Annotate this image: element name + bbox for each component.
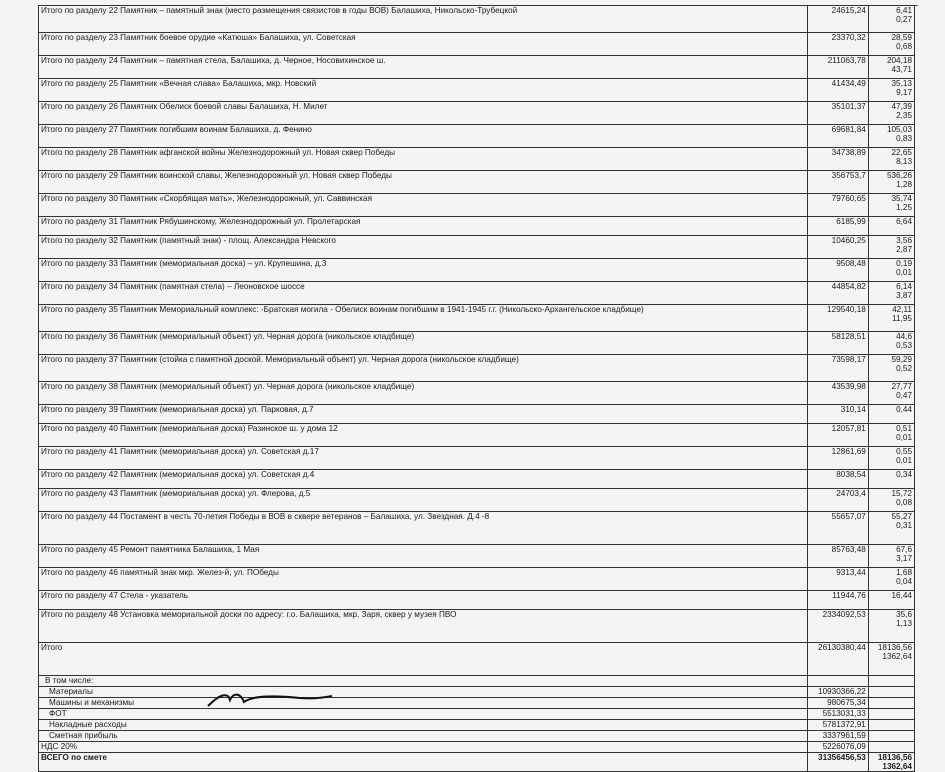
grand-total-label: ВСЕГО по смете bbox=[39, 753, 808, 772]
row-sum: 9508,48 bbox=[807, 259, 868, 282]
row-index-1: 35,74 bbox=[891, 194, 912, 203]
row-index bbox=[868, 568, 914, 591]
row-index bbox=[868, 643, 914, 676]
breakdown-sum: 3337961,59 bbox=[807, 731, 868, 742]
row-index bbox=[868, 382, 914, 405]
row-sum: 85763,48 bbox=[807, 545, 868, 568]
table-row bbox=[39, 305, 915, 332]
row-label: Итого по разделу 36 Памятник (мемориальный объект) ул. Черная дорога (никольское кладбище) bbox=[39, 332, 808, 355]
row-index-2: 1,28 bbox=[896, 180, 912, 189]
row-index-1: 6,64 bbox=[896, 217, 912, 226]
row-label: Итого по разделу 30 Памятник «Скорбящая мать», Железнодорожный, ул. Саввинская bbox=[39, 194, 808, 217]
row-label: Итого по разделу 48 Установка мемориальной доски по адресу: г.о. Балашиха, мкр. Заря, сквер у музея ПВО bbox=[39, 610, 808, 643]
row-label: Итого по разделу 22 Памятник – памятный знак (место размещения связистов в годы ВОВ) Балашиха, Никольско-Трубецкой bbox=[39, 6, 808, 33]
row-index bbox=[868, 305, 914, 332]
table-row bbox=[39, 382, 915, 405]
row-index bbox=[868, 591, 914, 610]
row-index-2: 0,01 bbox=[896, 268, 912, 277]
table-row bbox=[39, 79, 915, 102]
row-sum: 11944,76 bbox=[807, 591, 868, 610]
row-index-1: 536,26 bbox=[886, 171, 912, 180]
row-label: Итого по разделу 42 Памятник (мемориальная доска) ул. Советская д.4 bbox=[39, 470, 808, 489]
grand-total-row bbox=[39, 753, 915, 772]
row-index-1: 15,72 bbox=[891, 489, 912, 498]
breakdown-sum: 5781372,91 bbox=[807, 720, 868, 731]
row-index bbox=[868, 79, 914, 102]
row-index-2: 0,08 bbox=[896, 498, 912, 507]
row-index bbox=[868, 447, 914, 470]
breakdown-row bbox=[39, 720, 915, 731]
breakdown-label: Сметная прибыль bbox=[39, 731, 808, 742]
row-label: Итого по разделу 29 Памятник воинской славы, Железнодорожный ул. Новая сквер Победы bbox=[39, 171, 808, 194]
section-totals bbox=[39, 6, 915, 676]
signature bbox=[200, 690, 340, 707]
row-index-2: 0,01 bbox=[896, 456, 912, 465]
row-index-2: 0,83 bbox=[896, 134, 912, 143]
row-label: Итого по разделу 33 Памятник (мемориальная доска) – ул. Крупешина, д.3 bbox=[39, 259, 808, 282]
row-sum: 41434,49 bbox=[807, 79, 868, 102]
breakdown-header-row bbox=[39, 676, 915, 687]
table-row bbox=[39, 217, 915, 236]
row-index-2: 9,17 bbox=[896, 88, 912, 97]
breakdown-row bbox=[39, 687, 915, 698]
row-sum: 23370,32 bbox=[807, 33, 868, 56]
row-index bbox=[868, 355, 914, 382]
breakdown-label: ФОТ bbox=[39, 709, 808, 720]
row-index bbox=[868, 194, 914, 217]
row-index-1: 35,13 bbox=[891, 79, 912, 88]
table-row bbox=[39, 447, 915, 470]
breakdown-sum: 10930366,22 bbox=[807, 687, 868, 698]
breakdown-sum: 5513031,33 bbox=[807, 709, 868, 720]
breakdown-label: Машины и механизмы bbox=[39, 698, 808, 709]
row-index-1: 16,44 bbox=[891, 591, 912, 600]
row-sum: 69681,84 bbox=[807, 125, 868, 148]
breakdown-section bbox=[39, 676, 915, 687]
total-row bbox=[39, 643, 915, 676]
table-row bbox=[39, 568, 915, 591]
row-index-1: 42,11 bbox=[892, 305, 912, 314]
row-index-2: 0,27 bbox=[896, 15, 912, 24]
row-index-1: 55,27 bbox=[891, 512, 912, 521]
breakdown-header: В том числе: bbox=[39, 676, 808, 687]
row-label: Итого по разделу 47 Стела - указатель bbox=[39, 591, 808, 610]
breakdown-row bbox=[39, 709, 915, 720]
row-index-2: 3,87 bbox=[896, 291, 912, 300]
row-label: Итого по разделу 31 Памятник Рябушинскому, Железнодорожный ул. Пролетарская bbox=[39, 217, 808, 236]
table-row bbox=[39, 489, 915, 512]
row-sum: 44854,82 bbox=[807, 282, 868, 305]
table-row bbox=[39, 125, 915, 148]
row-index bbox=[868, 6, 914, 33]
vat-sum: 5226076,09 bbox=[807, 742, 868, 753]
row-index bbox=[868, 282, 914, 305]
row-index bbox=[868, 610, 914, 643]
row-index-2: 2,87 bbox=[896, 245, 912, 254]
row-label: Итого по разделу 38 Памятник (мемориальный объект) ул. Черная дорога (никольское кладбище) bbox=[39, 382, 808, 405]
grand-total-index-1: 18136,56 bbox=[877, 753, 912, 762]
row-label: Итого bbox=[39, 643, 808, 676]
row-index bbox=[868, 217, 914, 236]
table-row bbox=[39, 355, 915, 382]
row-label: Итого по разделу 27 Памятник погибшим воинам Балашиха, д. Фенино bbox=[39, 125, 808, 148]
row-label: Итого по разделу 23 Памятник боевое орудие «Катюша» Балашиха, ул. Советская bbox=[39, 33, 808, 56]
row-index-2: 0,47 bbox=[896, 391, 912, 400]
row-index-1: 105,03 bbox=[886, 125, 912, 134]
row-index-1: 6,41 bbox=[896, 6, 912, 15]
row-index-1: 59,29 bbox=[891, 355, 912, 364]
row-label: Итого по разделу 37 Памятник (стойка с памятной доской. Мемориальный объект) ул. Черная дорога (никольское кладбище) bbox=[39, 355, 808, 382]
row-index-1: 28,59 bbox=[891, 33, 912, 42]
row-index-1: 47,39 bbox=[891, 102, 912, 111]
row-index bbox=[868, 56, 914, 79]
table-row bbox=[39, 405, 915, 424]
row-index-2: 1,13 bbox=[896, 619, 912, 628]
table-row bbox=[39, 56, 915, 79]
table-row bbox=[39, 545, 915, 568]
row-index bbox=[868, 259, 914, 282]
row-index-2: 0,04 bbox=[896, 577, 912, 586]
row-sum: 35101,37 bbox=[807, 102, 868, 125]
row-sum: 26130380,44 bbox=[807, 643, 868, 676]
breakdown-rows bbox=[39, 687, 915, 742]
row-index-2: 0,53 bbox=[896, 341, 912, 350]
table-row bbox=[39, 102, 915, 125]
row-index-1: 0,55 bbox=[896, 447, 912, 456]
table-row bbox=[39, 282, 915, 305]
row-index-1: 6,14 bbox=[896, 282, 912, 291]
row-index-2 bbox=[871, 479, 912, 488]
row-label: Итого по разделу 34 Памятник (памятная стела) – Леоновское шоссе bbox=[39, 282, 808, 305]
row-index bbox=[868, 489, 914, 512]
row-index-1: 1,68 bbox=[896, 568, 912, 577]
table-row bbox=[39, 148, 915, 171]
row-index bbox=[868, 470, 914, 489]
table-row bbox=[39, 171, 915, 194]
row-index-2 bbox=[871, 226, 912, 235]
row-index bbox=[868, 332, 914, 355]
row-sum: 12861,69 bbox=[807, 447, 868, 470]
breakdown-row bbox=[39, 731, 915, 742]
breakdown-label: Материалы bbox=[39, 687, 808, 698]
row-index-2: 1362,64 bbox=[882, 652, 912, 661]
breakdown-sum: 980675,34 bbox=[807, 698, 868, 709]
row-label: Итого по разделу 46 памятный знак мкр. Желез-й, ул. ПОбеды bbox=[39, 568, 808, 591]
row-label: Итого по разделу 41 Памятник (мемориальная доска) ул. Советская д.17 bbox=[39, 447, 808, 470]
row-label: Итого по разделу 25 Памятник «Вечная слава» Балашиха, мкр. Новский bbox=[39, 79, 808, 102]
row-label: Итого по разделу 26 Памятник Обелиск боевой славы Балашиха, Н. Милет bbox=[39, 102, 808, 125]
row-index-1: 0,44 bbox=[896, 405, 912, 414]
breakdown-label: Накладные расходы bbox=[39, 720, 808, 731]
row-label: Итого по разделу 39 Памятник (мемориальная доска) ул. Парковая, д.7 bbox=[39, 405, 808, 424]
table-row bbox=[39, 424, 915, 447]
row-sum: 43539,98 bbox=[807, 382, 868, 405]
row-index-2: 43,71 bbox=[891, 65, 912, 74]
vat-row bbox=[39, 742, 915, 753]
row-sum: 55657,07 bbox=[807, 512, 868, 545]
row-index bbox=[868, 512, 914, 545]
row-index-1: 35,6 bbox=[896, 610, 912, 619]
table-row bbox=[39, 236, 915, 259]
row-index-1: 0,34 bbox=[896, 470, 912, 479]
table-row bbox=[39, 470, 915, 489]
row-index-2: 11,95 bbox=[892, 314, 912, 323]
row-sum: 9313,44 bbox=[807, 568, 868, 591]
row-sum: 6185,99 bbox=[807, 217, 868, 236]
row-label: Итого по разделу 24 Памятник – памятная стела, Балашиха, д. Черное, Носовихинское ш. bbox=[39, 56, 808, 79]
row-index bbox=[868, 148, 914, 171]
row-index-2 bbox=[871, 414, 912, 423]
estimate-table bbox=[38, 5, 915, 772]
row-sum: 24703,4 bbox=[807, 489, 868, 512]
row-sum: 12057,81 bbox=[807, 424, 868, 447]
table-row bbox=[39, 332, 915, 355]
row-sum: 24615,24 bbox=[807, 6, 868, 33]
row-label: Итого по разделу 28 Памятник афганской войны Железнодорожный ул. Новая сквер Победы bbox=[39, 148, 808, 171]
row-index-1: 3,56 bbox=[896, 236, 912, 245]
row-sum: 73598,17 bbox=[807, 355, 868, 382]
row-index bbox=[868, 33, 914, 56]
row-index-2: 3,17 bbox=[896, 554, 912, 563]
row-label: Итого по разделу 35 Памятник Мемориальный комплекс: -Братская могила - Обелиск воинам погибшим в 1941-1945 г.г. (Никольско-Архангельское кладбище) bbox=[39, 305, 808, 332]
totals-section bbox=[39, 742, 915, 772]
row-index-1: 67,6 bbox=[896, 545, 912, 554]
row-index bbox=[868, 236, 914, 259]
row-index bbox=[868, 545, 914, 568]
table-row bbox=[39, 512, 915, 545]
grand-total-sum: 31356456,53 bbox=[807, 753, 868, 772]
row-label: Итого по разделу 40 Памятник (мемориальная доска) Разинское ш. у дома 12 bbox=[39, 424, 808, 447]
row-sum: 79760,65 bbox=[807, 194, 868, 217]
row-label: Итого по разделу 43 Памятник (мемориальная доска) ул. Флерова, д.5 bbox=[39, 489, 808, 512]
row-index bbox=[868, 405, 914, 424]
row-index-1: 27,77 bbox=[891, 382, 912, 391]
grand-total-index-2: 1362,64 bbox=[882, 762, 912, 771]
row-sum: 129540,18 bbox=[807, 305, 868, 332]
row-label: Итого по разделу 44 Постамент в честь 70-летия Победы в ВОВ в сквере ветеранов – Балашиха, ул. Звездная. Д.4 -8 bbox=[39, 512, 808, 545]
row-index-2: 8,13 bbox=[896, 157, 912, 166]
table-row bbox=[39, 6, 915, 33]
row-sum: 356753,7 bbox=[807, 171, 868, 194]
row-index-2: 0,31 bbox=[896, 521, 912, 530]
table-row bbox=[39, 610, 915, 643]
row-index-2: 0,01 bbox=[896, 433, 912, 442]
row-index-2: 0,52 bbox=[896, 364, 912, 373]
row-sum: 10460,25 bbox=[807, 236, 868, 259]
row-label: Итого по разделу 32 Памятник (памятный знак) - площ. Александра Невского bbox=[39, 236, 808, 259]
table-row bbox=[39, 194, 915, 217]
row-sum: 58128,51 bbox=[807, 332, 868, 355]
vat-label: НДС 20% bbox=[39, 742, 808, 753]
table-row bbox=[39, 259, 915, 282]
row-index-1: 204,18 bbox=[886, 56, 912, 65]
row-sum: 34738,89 bbox=[807, 148, 868, 171]
row-index bbox=[868, 171, 914, 194]
row-index bbox=[868, 424, 914, 447]
row-index-1: 22,65 bbox=[891, 148, 912, 157]
row-index-2: 0,68 bbox=[896, 42, 912, 51]
row-index-1: 0,51 bbox=[896, 424, 912, 433]
row-sum: 310,14 bbox=[807, 405, 868, 424]
table-row bbox=[39, 33, 915, 56]
row-index-2: 1,25 bbox=[896, 203, 912, 212]
row-sum: 2334092,53 bbox=[807, 610, 868, 643]
row-sum: 211063,78 bbox=[807, 56, 868, 79]
row-label: Итого по разделу 45 Ремонт памятника Балашиха, 1 Мая bbox=[39, 545, 808, 568]
table-row bbox=[39, 591, 915, 610]
row-index bbox=[868, 125, 914, 148]
row-index-1: 0,19 bbox=[896, 259, 912, 268]
row-index-1: 44,6 bbox=[896, 332, 912, 341]
row-index bbox=[868, 102, 914, 125]
row-index-2 bbox=[871, 600, 912, 609]
row-index-2: 2,35 bbox=[896, 111, 912, 120]
row-index-1: 18136,56 bbox=[877, 643, 912, 652]
row-sum: 8038,54 bbox=[807, 470, 868, 489]
